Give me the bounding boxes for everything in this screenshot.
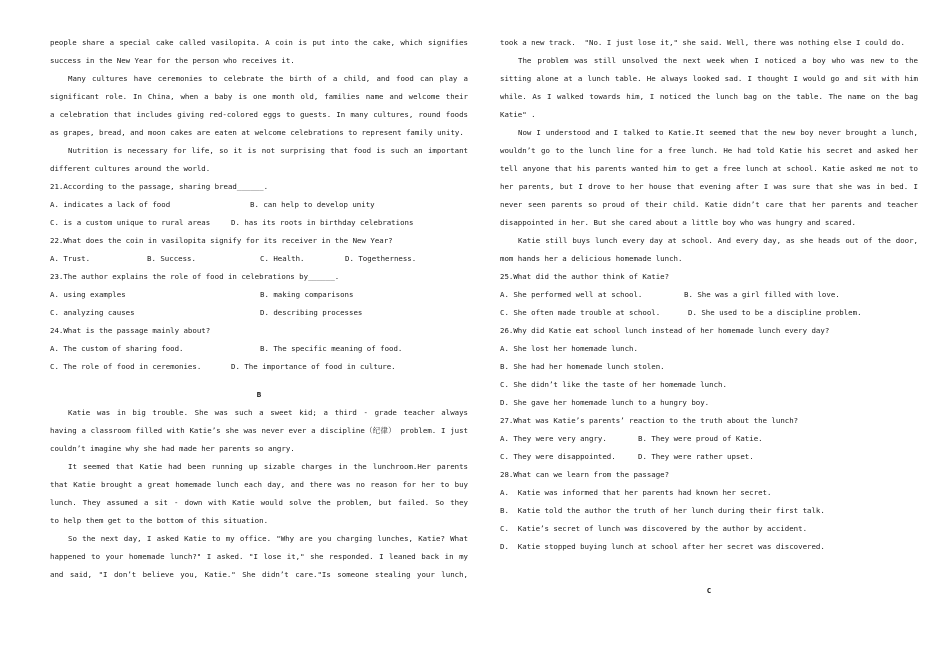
text-line: wouldn’t go to the lunch line for a free lunch. He had told Katie his secret and asked her bbox=[500, 146, 918, 155]
text-line: Katie was in big trouble. She was such a sweet kid; a third - grade teacher always bbox=[68, 408, 468, 417]
question-stem: 22.What does the coin in vasilopita signify for its receiver in the New Year? bbox=[50, 236, 393, 245]
option-c: C. Katie’s secret of lunch was discovered by the author by accident. bbox=[500, 524, 808, 533]
option-d: D. has its roots in birthday celebrations bbox=[231, 218, 414, 227]
text-line: that Katie brought a great homemade lunch each day, and there was no reason for her to buy bbox=[50, 480, 468, 489]
option-a: A. They were very angry. bbox=[500, 434, 607, 443]
question-24 bbox=[50, 322, 468, 376]
text-line: Many cultures have ceremonies to celebrate the birth of a child, and food can play a bbox=[68, 74, 468, 83]
option-d: D. describing processes bbox=[260, 308, 363, 317]
option-a: A. using examples bbox=[50, 290, 126, 299]
option-c: C. The role of food in ceremonies. bbox=[50, 362, 202, 371]
question-stem: 23.The author explains the role of food in celebrations by______. bbox=[50, 272, 340, 281]
passage-a-paragraph-1 bbox=[50, 34, 468, 70]
option-b: B. making comparisons bbox=[260, 290, 354, 299]
question-21 bbox=[50, 178, 468, 232]
option-d: D. She gave her homemade lunch to a hungry boy. bbox=[500, 398, 710, 407]
option-b: B. She was a girl filled with love. bbox=[684, 290, 840, 299]
text-line: and said, "I don’t believe you, Katie." She didn’t care."Is someone stealing your lunch, bbox=[50, 570, 468, 579]
question-26 bbox=[500, 322, 918, 412]
text-line: sitting alone at a lunch table. He always looked sad. I thought I would go and sit with him bbox=[500, 74, 918, 83]
question-23 bbox=[50, 268, 468, 322]
text-line: Nutrition is necessary for life, so it is not surprising that food is such an important bbox=[68, 146, 468, 155]
text-line: as grapes, bread, and moon cakes are eaten at welcome celebrations to represent family unity. bbox=[50, 128, 464, 137]
text-line: lunch. They assumed a sit - down with Katie would solve the problem, but failed. So they bbox=[50, 498, 468, 507]
text-line: never seen parents so proud of their child. Katie didn’t care that her parents and teacher bbox=[500, 200, 918, 209]
option-d: D. Katie stopped buying lunch at school after her secret was discovered. bbox=[500, 542, 825, 551]
option-a: A. She performed well at school. bbox=[500, 290, 643, 299]
question-22 bbox=[50, 232, 468, 268]
question-stem: 26.Why did Katie eat school lunch instead of her homemade lunch every day? bbox=[500, 326, 830, 335]
text-line: Katie" . bbox=[500, 110, 536, 119]
text-line: mom hands her a delicious homemade lunch. bbox=[500, 254, 683, 263]
passage-a-paragraph-2 bbox=[50, 70, 468, 142]
text-line: disappointed in her. But she cared about a little boy who was hungry and scared. bbox=[500, 218, 856, 227]
passage-b-paragraph-4 bbox=[500, 52, 918, 124]
passage-b-paragraph-6 bbox=[500, 232, 918, 268]
passage-a-paragraph-3 bbox=[50, 142, 468, 178]
option-b: B. She had her homemade lunch stolen. bbox=[500, 362, 665, 371]
left-column bbox=[50, 34, 468, 584]
text-line: to help them get to the bottom of this situation. bbox=[50, 516, 269, 525]
right-column bbox=[500, 34, 918, 600]
question-stem: 21.According to the passage, sharing bread______. bbox=[50, 182, 269, 191]
text-line: It seemed that Katie had been running up sizable charges in the lunchroom.Her parents bbox=[68, 462, 468, 471]
option-d: D. The importance of food in culture. bbox=[231, 362, 396, 371]
passage-b-paragraph-1 bbox=[50, 404, 468, 458]
option-c: C. They were disappointed. bbox=[500, 452, 616, 461]
question-stem: 27.What was Katie’s parents’ reaction to the truth about the lunch? bbox=[500, 416, 799, 425]
option-c: C. is a custom unique to rural areas bbox=[50, 218, 211, 227]
text-line: while. As I walked towards him, I noticed the lunch bag on the table. The name on the bag bbox=[500, 92, 918, 101]
text-line: having a classroom filled with Katie’s she was never ever a discipline（纪律） problem. I just bbox=[50, 426, 468, 435]
text-line: different cultures around the world. bbox=[50, 164, 211, 173]
option-b: B. Katie told the author the truth of her lunch during their first talk. bbox=[500, 506, 825, 515]
option-c: C. analyzing causes bbox=[50, 308, 135, 317]
option-a: A. The custom of sharing food. bbox=[50, 344, 184, 353]
question-stem: 24.What is the passage mainly about? bbox=[50, 326, 211, 335]
option-c: C. She didn’t like the taste of her homemade lunch. bbox=[500, 380, 727, 389]
text-line: people share a special cake called vasilopita. A coin is put into the cake, which signifies bbox=[50, 38, 468, 47]
text-line: success in the New Year for the person who receives it. bbox=[50, 56, 295, 65]
option-d: D. She used to be a discipline problem. bbox=[688, 308, 862, 317]
passage-b-paragraph-3-cont bbox=[500, 34, 918, 52]
option-d: D. Togetherness. bbox=[345, 254, 417, 263]
option-a: A. She lost her homemade lunch. bbox=[500, 344, 638, 353]
option-b: B. Success. bbox=[147, 254, 196, 263]
section-heading-c: C bbox=[706, 586, 712, 595]
option-a: A. Trust. bbox=[50, 254, 91, 263]
question-27 bbox=[500, 412, 918, 466]
text-line: took a new track. "No. I just lose it," she said. Well, there was nothing else I could do. bbox=[500, 38, 905, 47]
section-heading-b: B bbox=[256, 390, 262, 399]
text-line: The problem was still unsolved the next week when I noticed a boy who was new to the bbox=[518, 56, 918, 65]
text-line: So the next day, I asked Katie to my office. "Why are you charging lunches, Katie? What bbox=[68, 534, 468, 543]
option-a: A. indicates a lack of food bbox=[50, 200, 171, 209]
option-c: C. She often made trouble at school. bbox=[500, 308, 661, 317]
option-b: B. They were proud of Katie. bbox=[638, 434, 763, 443]
question-25 bbox=[500, 268, 918, 322]
text-line: couldn’t imagine why she had made her parents so angry. bbox=[50, 444, 295, 453]
option-b: B. The specific meaning of food. bbox=[260, 344, 403, 353]
option-c: C. Health. bbox=[260, 254, 305, 263]
passage-b-paragraph-3 bbox=[50, 530, 468, 584]
text-line: significant role. In China, when a baby is one month old, families name and welcome their bbox=[50, 92, 468, 101]
passage-b-paragraph-2 bbox=[50, 458, 468, 530]
question-stem: 28.What can we learn from the passage? bbox=[500, 470, 670, 479]
text-line: Now I understood and I talked to Katie.It seemed that the new boy never brought a lunch, bbox=[518, 128, 918, 137]
passage-b-paragraph-5 bbox=[500, 124, 918, 232]
text-line: Katie still buys lunch every day at school. And every day, as she heads out of the door, bbox=[518, 236, 918, 245]
text-line: a celebration that includes giving red-colored eggs to guests. In many cultures, round foods bbox=[50, 110, 468, 119]
option-d: D. They were rather upset. bbox=[638, 452, 754, 461]
text-line: tell anyone that his parents wanted him to get a free lunch at school. Katie asked me not to bbox=[500, 164, 918, 173]
option-a: A. Katie was informed that her parents had known her secret. bbox=[500, 488, 772, 497]
text-line: her parents, but I drove to her house that evening after I was sure that she was in bed. I bbox=[500, 182, 918, 191]
question-28 bbox=[500, 466, 918, 556]
text-line: happened to your homemade lunch?" I asked. "I lose it," she responded. I leaned back in my bbox=[50, 552, 468, 561]
question-stem: 25.What did the author think of Katie? bbox=[500, 272, 670, 281]
option-b: B. can help to develop unity bbox=[250, 200, 375, 209]
